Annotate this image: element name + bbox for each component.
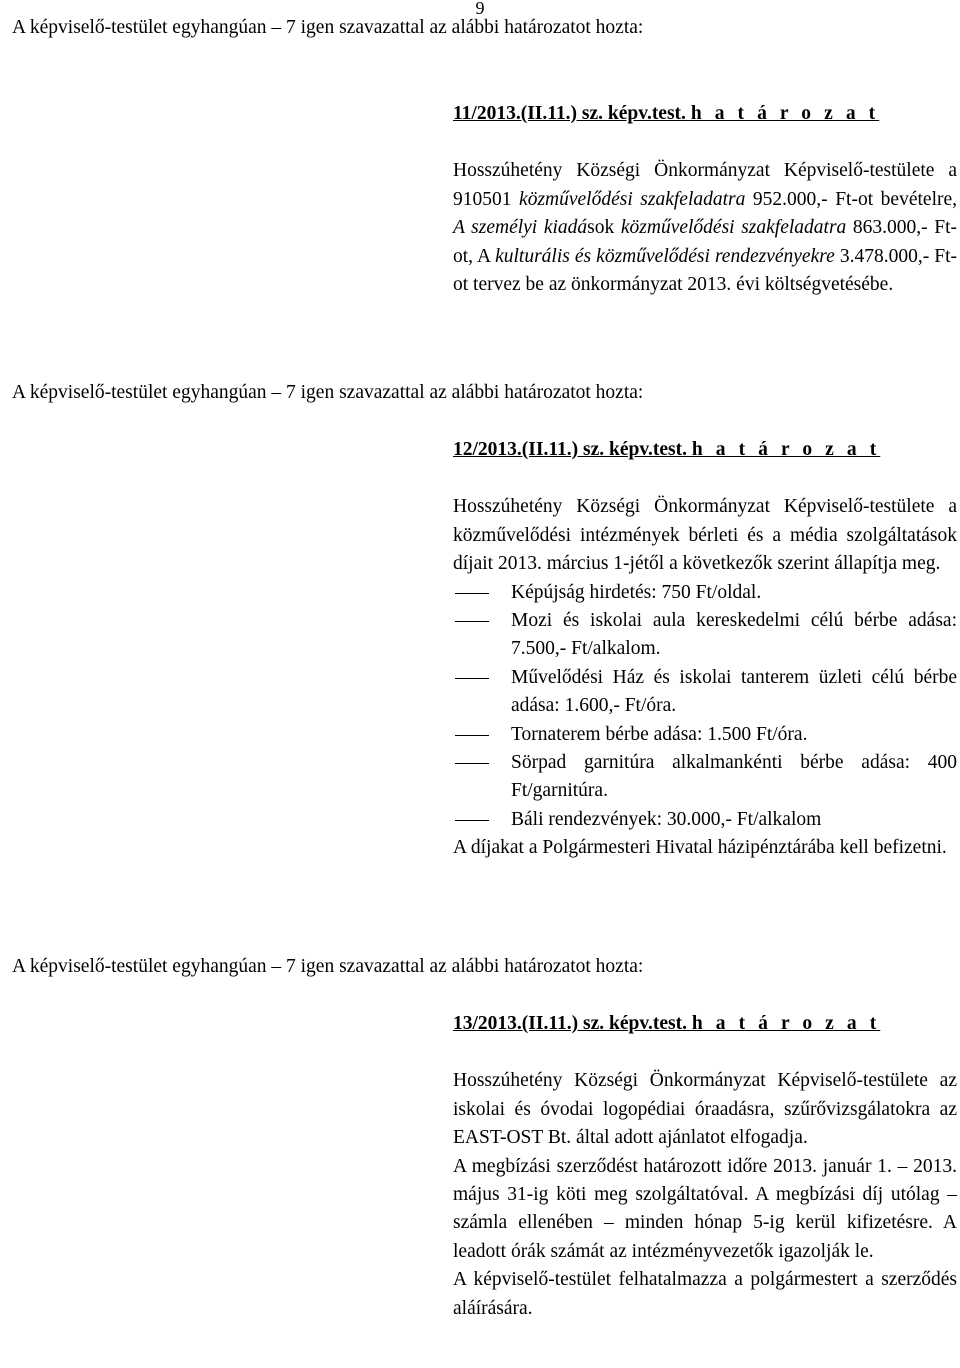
resolution-body: Hosszúhetény Községi Önkormányzat Képviselő-testülete a 910501 közművelődési szakfeladatra 952.000,- Ft-ot bevételre, A személyi kiadások közművelődési szakfeladatra 863.000,- Ft-ot, A kulturális és közművelődési rendezvényekre 3.478.000,- Ft-ot tervez be az önkormányzat 2013. évi költségvetésébe. <box>453 160 958 296</box>
resolution-body: A képviselő-testület felhatalmazza a polgármestert a szerződés aláírására. <box>453 1269 957 1319</box>
dash-bullet-icon <box>453 607 493 635</box>
resolution-body: Hosszúhetény Községi Önkormányzat Képviselő-testülete a közművelődési intézmények bérleti és a média szolgáltatások díjait 2013. március 1-jétől a következők szerint állapítja meg. <box>453 496 957 575</box>
resolution-heading <box>453 436 957 464</box>
intro-statement-1: A képviselő-testület egyhangúan – 7 igen szavazattal az alábbi határozatot hozta: <box>12 17 644 38</box>
list-item: Sörpad garnitúra alkalmankénti bérbe adása: 400 Ft/garnitúra. <box>453 749 957 806</box>
resolution-body: A megbízási szerződést határozott időre 2013. január 1. – 2013. május 31-ig köti meg szolgáltatóval. A megbízási díj utólag – számla ellenében – minden hónap 5-ig kerül kifizetésre. A leadott órák számát az intézményvezetők igazolják le. <box>453 1155 957 1262</box>
resolution-heading <box>453 1010 957 1038</box>
resolution-11 <box>453 100 957 299</box>
resolution-label: h a t á r o z a t <box>691 439 881 460</box>
page-number: 9 <box>475 0 485 18</box>
resolution-number: 12/2013.(II.11.) sz. képv.test. <box>453 439 687 460</box>
list-item: Mozi és iskolai aula kereskedelmi célú bérbe adása: 7.500,- Ft/alkalom. <box>453 607 957 664</box>
dash-bullet-icon <box>453 749 493 777</box>
dash-bullet-icon <box>453 664 493 692</box>
dash-bullet-icon <box>453 721 493 749</box>
resolution-number: 13/2013.(II.11.) sz. képv.test. <box>453 1013 687 1034</box>
resolution-heading <box>453 100 957 128</box>
resolution-closing: A díjakat a Polgármesteri Hivatal házipénztárába kell befizetni. <box>453 837 947 859</box>
list-item: Képújság hirdetés: 750 Ft/oldal. <box>453 579 957 607</box>
fee-list <box>453 579 957 835</box>
resolution-label: h a t á r o z a t <box>690 103 880 124</box>
resolution-number: 11/2013.(II.11.) sz. képv.test. <box>453 103 686 124</box>
dash-bullet-icon <box>453 806 493 834</box>
resolution-13 <box>453 1010 957 1323</box>
resolution-12 <box>453 436 957 863</box>
list-item: Tornaterem bérbe adása: 1.500 Ft/óra. <box>453 721 957 749</box>
resolution-body: Hosszúhetény Községi Önkormányzat Képviselő-testülete az iskolai és óvodai logopédiai óraadásra, szűrővizsgálatokra az EAST-OST Bt. által adott ajánlatot elfogadja. <box>453 1070 957 1149</box>
list-item: Báli rendezvények: 30.000,- Ft/alkalom <box>453 806 957 834</box>
intro-statement-2: A képviselő-testület egyhangúan – 7 igen szavazattal az alábbi határozatot hozta: <box>12 382 644 403</box>
resolution-label: h a t á r o z a t <box>691 1013 881 1034</box>
intro-statement-3: A képviselő-testület egyhangúan – 7 igen szavazattal az alábbi határozatot hozta: <box>12 956 644 977</box>
dash-bullet-icon <box>453 579 493 607</box>
list-item: Művelődési Ház és iskolai tanterem üzleti célú bérbe adása: 1.600,- Ft/óra. <box>453 664 957 721</box>
